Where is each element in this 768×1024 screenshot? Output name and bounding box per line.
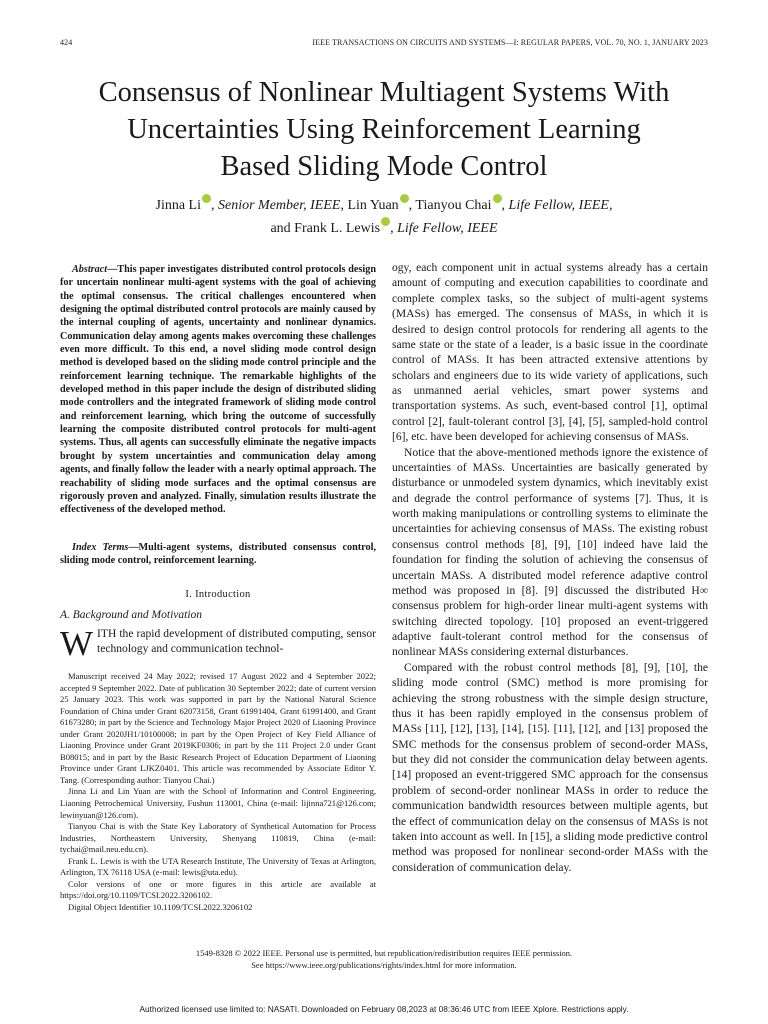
footnotes — [60, 671, 376, 913]
author-affiliation-role: , Life Fellow, IEEE — [390, 221, 498, 236]
author-list — [40, 194, 728, 240]
footnote-affiliation: Jinna Li and Lin Yuan are with the School of Information and Control Engineering, Liaoning Petrochemical University, Fushun 113001, China (e-mail: lijinna721@126.com; lewinyuan@126.com). — [60, 786, 376, 820]
footnote-doi: Digital Object Identifier 10.1109/TCSI.2022.3206102 — [68, 901, 253, 912]
author-name: and Frank L. Lewis — [270, 221, 381, 236]
footnote-color-versions: Color versions of one or more figures in this article are available at https://doi.org/10.1109/TCSI.2022.3206102. — [60, 878, 376, 901]
download-watermark: Authorized licensed use limited to: NASATI. Downloaded on February 08,2023 at 08:36:46 UTC from IEEE Xplore. Restrictions apply. — [139, 1004, 629, 1014]
orcid-icon[interactable] — [381, 217, 390, 226]
abstract-label: Abstract — [72, 264, 108, 275]
right-column — [392, 261, 708, 876]
paper-title — [40, 74, 728, 185]
index-terms — [60, 541, 376, 568]
orcid-icon[interactable] — [202, 194, 211, 203]
intro-paragraph — [60, 624, 376, 663]
author-name: , Lin Yuan — [340, 198, 399, 213]
copyright-notice — [40, 948, 728, 971]
title-line-3: Based Sliding Mode Control — [220, 151, 548, 182]
copyright-line-2: See https://www.ieee.org/publications/rights/index.html for more information. — [251, 959, 517, 970]
body-paragraph: Compared with the robust control methods [8], [9], [10], the sliding mode control (SMC) method is more promising for achieving the strong robustness with the simple design structure, thus it has been rapidly employed in the consensus problem of MASs [11], [12], [13], [14], [15]. [11], [12], and [13] proposed the SMC methods for the consensus problem of second-order MASs, but they did not consider the communication delay between agents. [14] proposed an event-triggered SMC approach for the consensus problem of second-order nonlinear MASs in order to reduce the communication bandwidth resources between multiple agents, but the effect of communication delay on the consensus of MASs is not taken into account as well. In [15], a sliding mode predictive control method was proposed for nonlinear second-order MASs with the consideration of communication delay. — [392, 661, 708, 874]
author-affiliation-role: , Life Fellow, IEEE, — [501, 198, 613, 213]
index-terms-text: —Multi-agent systems, distributed consensus control, sliding mode control, reinforcement learning. — [60, 542, 376, 567]
body-paragraph: Notice that the above-mentioned methods ignore the existence of uncertainties of MASs. Uncertainties are basically generated by disturbance or unmodeled system dynamics, which inevitably exist and degrade the control performance of systems [7]. Thus, it is worth making manipulations or controlling systems to eliminate the uncertainties for achieving consensus of MASs. The existing robust consensus control methods [8], [9], [10] indeed have laid the foundation for finding the solution of achieving the consensus of uncertain MASs. A distributed model reference adaptive control method was proposed in [8]. [9] discussed the distributed H∞ consensus problem for high-order linear multi-agent systems with switching directed topology. [10] proposed an event-triggered adaptive fault-tolerant control method for the consensus of nonlinear MASs considering external disturbances. — [392, 446, 708, 659]
author-name: , Tianyou Chai — [408, 198, 492, 213]
drop-cap: W — [60, 624, 94, 663]
footnote-affiliation: Tianyou Chai is with the State Key Laboratory of Synthetical Automation for Process Industries, Northeastern University, Shenyang 110819, China (e-mail: tychai@mail.neu.edu.cn). — [60, 821, 376, 855]
index-terms-label: Index Terms — [72, 542, 129, 553]
section-heading: I. Introduction — [185, 589, 251, 600]
abstract — [60, 263, 376, 517]
author-name: Jinna Li — [155, 198, 201, 213]
running-header: IEEE TRANSACTIONS ON CIRCUITS AND SYSTEMS—I: REGULAR PAPERS, VOL. 70, NO. 1, JANUARY 2023 — [312, 38, 708, 47]
copyright-line-1: 1549-8328 © 2022 IEEE. Personal use is permitted, but republication/redistribution requires IEEE permission. — [195, 948, 573, 958]
title-line-2: Uncertainties Using Reinforcement Learning — [127, 114, 641, 145]
orcid-icon[interactable] — [493, 194, 502, 203]
orcid-icon[interactable] — [400, 194, 409, 203]
page-number: 424 — [60, 38, 73, 47]
author-affiliation-role: , Senior Member, IEEE — [211, 198, 341, 213]
intro-text: ITH the rapid development of distributed computing, sensor technology and communication technol- — [97, 628, 376, 656]
footnote-manuscript: Manuscript received 24 May 2022; revised 17 August 2022 and 4 September 2022; accepted 9 September 2022. Date of publication 30 September 2022; date of current version 25 January 2023. This work was supported in part by the National Natural Science Foundation of China under Grant 62073158, Grant 61991404, Grant 61991400, and Grant 61673280; in part by the Science and Technology Major Project 2020 of Liaoning Province under Grant 2020JH1/10100008; in part by the Open Project of Key Field Alliance of Liaoning Province under Grant 2019KF0306; in part by the 111 Project 2.0 under Grant B08015; and in part by the Basic Research Project of Education Department of Liaoning Province under Grant LJKZ0401. This article was recommended by Associate Editor Y. Tang. (Corresponding author: Tianyou Chai.) — [60, 671, 376, 785]
title-line-1: Consensus of Nonlinear Multiagent Systems With — [98, 77, 670, 108]
abstract-text: —This paper investigates distributed control protocols design for uncertain nonlinear multi-agent systems with the goal of achieving the optimal consensus. The critical challenges encountered when designing the optimal distributed control protocols are mainly caused by the internal coupling of agents, uncertainty and nonlinear dynamics. Communication delay among agents makes overcoming these challenges even more difficult. To this end, a novel sliding mode control design method is developed based on the sliding mode control principle and the reinforcement learning technique. The remarkable highlights of the developed method in this paper include the design of distributed sliding mode controllers and the integrated framework of sliding mode control and reinforcement learning, which bring the outcome of successfully learning the composite distributed control protocols for multi-agent systems. Thus, all agents can successfully eliminate the negative impacts brought by system uncertainties and communication delay among agents, and finally follow the leader with a nearly optimal approach. The reachability of sliding mode surfaces and the optimal consensus are rigorously proven and analyzed. Finally, simulation results illustrate the effectiveness of the developed method. — [60, 264, 376, 516]
subsection-heading: A. Background and Motivation — [60, 609, 203, 621]
footnote-affiliation: Frank L. Lewis is with the UTA Research Institute, The University of Texas at Arlington, Arlington, TX 76118 USA (e-mail: lewis@uta.edu). — [60, 855, 376, 878]
body-paragraph: ogy, each component unit in actual systems already has a certain amount of computing and execution capabilities to coordinate and complete complex tasks, so the subject of multi-agent systems (MASs) has emerged. The consensus of MASs, in which it is desired to design control protocols for rendering all agents to the same state or the state of a leader, is a basic issue in the coordinate control of MASs. It has been attracted extensive attentions by scholars and engineers due to its wide variety of applications, such as unmanned aerial vehicles, smart power systems and transportation systems. As such, event-based control [1], optimal control [2], fault-tolerant control [3], [4], [5], sampled-hold control [6], etc. have been developed for achieving consensus of MASs. — [392, 262, 708, 444]
